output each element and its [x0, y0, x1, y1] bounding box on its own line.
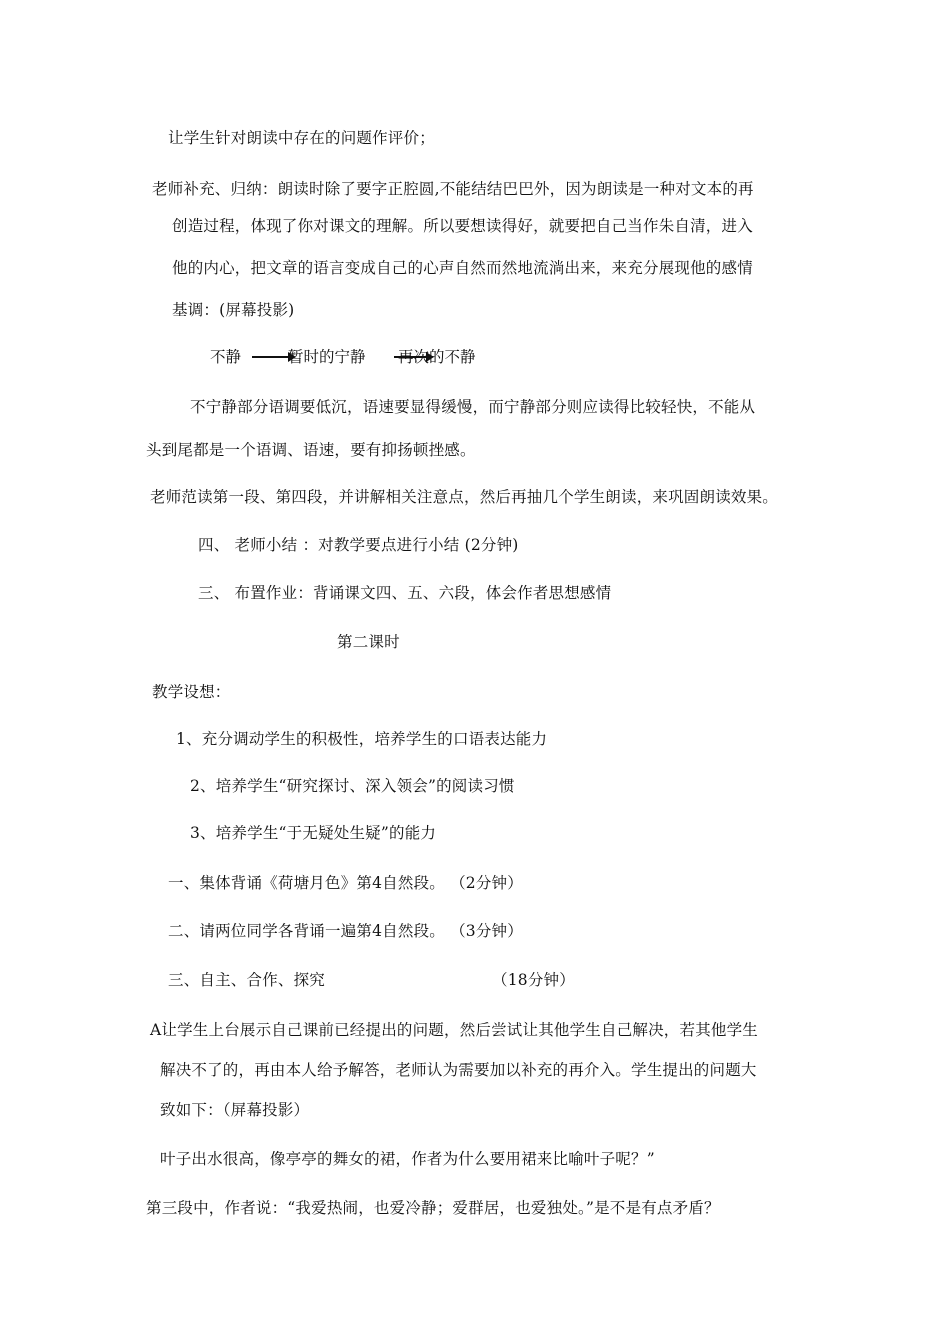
- list-item: 1、充分调动学生的积极性，培养学生的口语表达能力: [176, 730, 548, 748]
- list-item: 3、培养学生“于无疑处生疑”的能力: [190, 824, 437, 842]
- list-item: 二、请两位同学各背诵一遍第4自然段。 （3分钟）: [168, 922, 523, 940]
- section-heading: 教学设想：: [152, 683, 231, 701]
- list-item: 一、集体背诵《荷塘月色》第4自然段。 （2分钟）: [168, 874, 523, 892]
- arrow-right-icon: [252, 356, 290, 358]
- paragraph-line: A让学生上台展示自己课前已经提出的问题，然后尝试让其他学生自己解决，若其他学生: [150, 1021, 758, 1039]
- paragraph-line: 叶子出水很高，像亭亭的舞女的裙，作者为什么要用裙来比喻叶子呢？”: [160, 1150, 655, 1168]
- flow-diagram: [210, 347, 530, 369]
- list-item: 三、自主、合作、探究: [168, 971, 326, 989]
- paragraph-line: 解决不了的，再由本人给予解答，老师认为需要加以补充的再介入。学生提出的问题大: [160, 1061, 757, 1079]
- section-heading: 三、 布置作业：背诵课文四、五、六段，体会作者思想感情: [198, 584, 612, 602]
- paragraph-line: 不宁静部分语调要低沉，语速要显得缓慢，而宁静部分则应读得比较轻快，不能从: [190, 398, 756, 416]
- flow-step-3: 再次的不静: [398, 348, 476, 366]
- paragraph-line: 他的内心，把文章的语言变成自己的心声自然而然地流淌出来，来充分展现他的感情: [172, 259, 753, 277]
- paragraph-line: 基调：(屏幕投影): [172, 301, 295, 319]
- list-item: 2、培养学生“研究探讨、深入领会”的阅读习惯: [190, 777, 515, 795]
- paragraph-line: 创造过程，体现了你对课文的理解。所以要想读得好，就要把自己当作朱自清，进入: [172, 217, 753, 235]
- paragraph-line: 让学生针对朗读中存在的问题作评价；: [168, 129, 435, 147]
- paragraph-line: 老师补充、归纳：朗读时除了要字正腔圆,不能结结巴巴外，因为朗读是一种对文本的再: [152, 180, 754, 198]
- paragraph-line: 头到尾都是一个语调、语速，要有抑扬顿挫感。: [146, 441, 476, 459]
- paragraph-line: 老师范读第一段、第四段，并讲解相关注意点，然后再抽几个学生朗读，来巩固朗读效果。: [150, 488, 779, 506]
- flow-step-2: 暂时的宁静: [288, 348, 366, 366]
- paragraph-line: 第三段中，作者说：“我爱热闹，也爱冷静；爱群居，也爱独处。”是不是有点矛盾？: [146, 1199, 720, 1217]
- paragraph-line: 致如下：（屏幕投影）: [160, 1101, 310, 1119]
- section-heading: 四、 老师小结 ：对教学要点进行小结 (2分钟): [198, 536, 519, 554]
- time-label: （18分钟）: [492, 971, 575, 989]
- lesson-title: 第二课时: [337, 633, 400, 651]
- flow-step-1: 不静: [210, 348, 242, 366]
